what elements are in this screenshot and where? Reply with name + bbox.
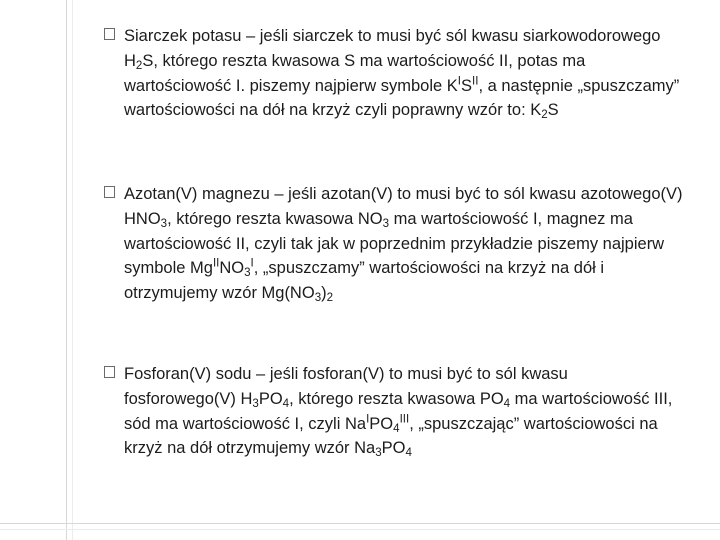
list-item xyxy=(104,24,684,123)
square-bullet-icon xyxy=(104,28,115,40)
text-segment: ) xyxy=(321,284,327,303)
bottom-rule-line-inner xyxy=(0,529,720,530)
text-segment: S xyxy=(461,76,473,95)
text-segment: ma wartościowość I, magnez ma wartościowość II, czyli tak jak w poprzednim przykładzie piszemy najpierw symbole Mg xyxy=(124,209,665,278)
list-item xyxy=(104,362,684,461)
left-rule-line-inner xyxy=(72,0,73,540)
paragraph-potassium-sulfide xyxy=(124,24,684,123)
text-segment: , którego reszta kwasowa PO xyxy=(289,389,504,408)
subscript: 4 xyxy=(503,397,511,410)
superscript: I xyxy=(250,258,254,271)
square-bullet-icon xyxy=(104,366,115,378)
subscript: 3 xyxy=(382,217,390,230)
list-item xyxy=(104,182,684,306)
text-segment: NO xyxy=(219,259,245,278)
text-segment: PO xyxy=(381,439,406,458)
text-segment: PO xyxy=(258,389,283,408)
text-segment: Fosforan(V) sodu – jeśli fosforan(V) to musi być to sól kwasu fosforowego(V) H xyxy=(124,365,568,408)
text-segment: , którego reszta kwasowa NO xyxy=(167,209,383,228)
superscript: III xyxy=(399,413,410,426)
text-segment: Siarczek potasu – jeśli siarczek to musi być sól kwasu siarkowodorowego H xyxy=(124,27,661,70)
square-bullet-icon xyxy=(104,186,115,198)
text-segment: S, którego reszta kwasowa S ma wartościowość II, potas ma wartościowość I. piszemy najpierw symbole K xyxy=(124,51,586,95)
text-segment: S xyxy=(547,101,559,120)
subscript: 4 xyxy=(405,447,412,460)
left-rule-line xyxy=(66,0,67,540)
subscript: 2 xyxy=(326,292,334,305)
superscript: I xyxy=(366,413,370,426)
subscript: 2 xyxy=(135,59,143,72)
text-segment: , a następnie „spuszczamy” wartościowości na dół na krzyż czyli poprawny wzór to: K xyxy=(124,76,680,120)
subscript: 2 xyxy=(541,109,548,122)
subscript: 4 xyxy=(393,422,400,435)
subscript: 3 xyxy=(314,292,322,305)
superscript: I xyxy=(457,75,461,88)
text-segment: ma wartościowość III, sód ma wartościowość I, czyli Na xyxy=(124,389,673,433)
subscript: 4 xyxy=(282,397,290,410)
text-segment: Azotan(V) magnezu – jeśli azotan(V) to musi być to sól kwasu azotowego(V) HNO xyxy=(124,185,683,228)
text-segment: , „spuszczając” wartościowości na krzyż na dół otrzymujemy wzór Na xyxy=(124,414,658,458)
subscript: 3 xyxy=(252,397,259,410)
text-segment: PO xyxy=(369,414,394,433)
paragraph-magnesium-nitrate xyxy=(124,182,684,306)
superscript: II xyxy=(212,258,220,271)
text-segment: , „spuszczamy” wartościowości na krzyż na dół i otrzymujemy wzór Mg(NO xyxy=(124,259,605,303)
subscript: 3 xyxy=(160,217,168,230)
subscript: 3 xyxy=(375,447,382,460)
subscript: 3 xyxy=(244,267,251,280)
paragraph-sodium-phosphate xyxy=(124,362,684,461)
bottom-rule-line xyxy=(0,523,720,524)
superscript: II xyxy=(472,75,479,88)
